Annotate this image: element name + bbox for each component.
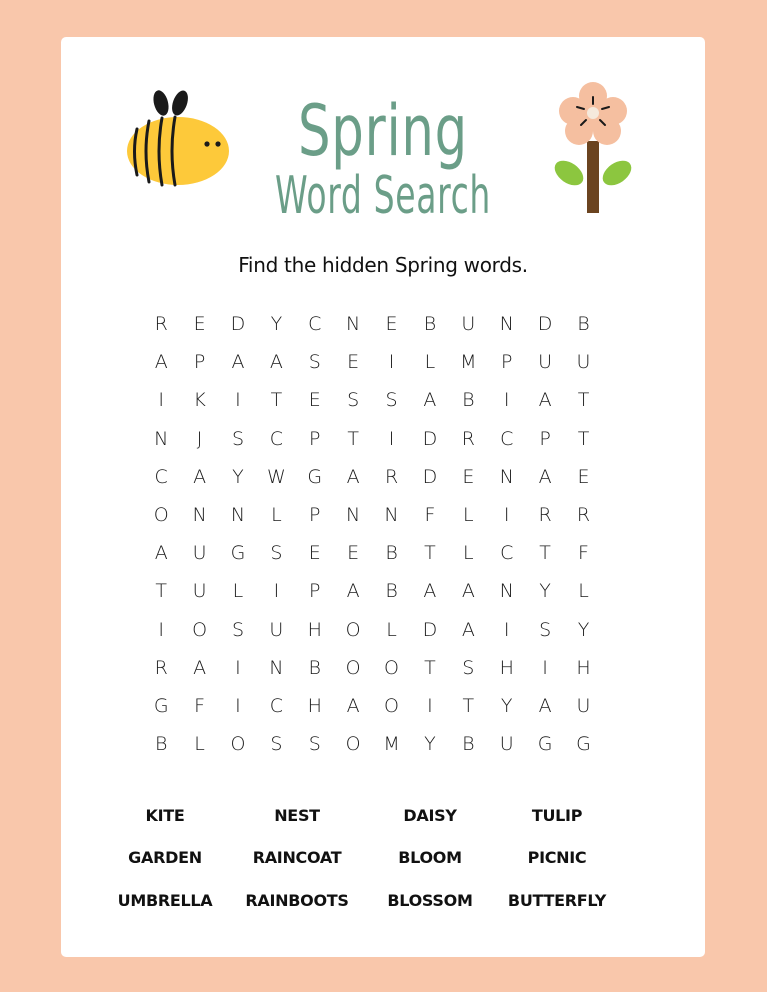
grid-letter: I	[158, 389, 164, 412]
worksheet-card	[61, 37, 705, 957]
grid-letter: I	[158, 618, 164, 641]
grid-letter: N	[154, 427, 169, 450]
grid-letter: L	[463, 542, 474, 565]
grid-letter: T	[155, 580, 167, 603]
grid-letter: I	[235, 656, 241, 679]
grid-letter: N	[230, 504, 246, 527]
grid-letter: H	[307, 694, 322, 717]
grid-row	[142, 458, 622, 496]
grid-letter: G	[307, 465, 323, 488]
grid-letter: N	[346, 504, 361, 527]
grid-letter: N	[192, 504, 207, 527]
grid-letter: C	[154, 465, 168, 488]
grid-letter: N	[346, 313, 361, 336]
grid-letter: E	[193, 313, 206, 336]
grid-row	[142, 611, 622, 649]
grid-letter: I	[503, 618, 510, 641]
grid-letter: E	[385, 313, 398, 336]
grid-letter: J	[196, 427, 203, 450]
grid-letter: R	[154, 656, 168, 679]
grid-row	[142, 496, 622, 534]
grid-letter: S	[385, 389, 398, 412]
title-text-1: Spring	[298, 90, 468, 172]
grid-letter: A	[231, 351, 245, 374]
grid-letter: L	[194, 733, 205, 756]
grid-letter: H	[307, 618, 322, 641]
grid-letter: C	[500, 427, 514, 450]
grid-letter: S	[462, 656, 475, 679]
grid-letter: S	[270, 542, 283, 565]
grid-letter: N	[269, 656, 284, 679]
grid-letter: P	[193, 351, 206, 374]
grid-letter: R	[461, 427, 475, 450]
grid-letter: U	[499, 733, 514, 756]
grid-letter: R	[154, 313, 168, 336]
grid-letter: S	[347, 389, 360, 412]
grid-letter: N	[499, 580, 514, 603]
word-list-item: PICNIC	[527, 848, 587, 868]
grid-letter: S	[308, 733, 321, 756]
grid-letter: T	[539, 542, 551, 565]
grid-letter: B	[423, 313, 437, 336]
word-list-item: DAISY	[403, 805, 457, 825]
grid-letter: L	[578, 580, 589, 603]
grid-letter: S	[270, 733, 283, 756]
grid-letter: I	[235, 389, 241, 412]
grid-letter: O	[384, 656, 400, 679]
grid-letter: A	[346, 580, 360, 603]
grid-letter: H	[499, 656, 514, 679]
grid-letter: U	[192, 580, 207, 603]
grid-letter: P	[309, 427, 321, 450]
grid-letter: T	[577, 427, 590, 450]
grid-letter: L	[424, 351, 436, 374]
grid-letter: U	[461, 313, 476, 336]
grid-letter: G	[153, 694, 169, 717]
grid-letter: B	[385, 542, 398, 565]
grid-letter: P	[309, 580, 321, 603]
grid-letter: Y	[577, 618, 590, 641]
word-list-item: NEST	[274, 805, 320, 825]
grid-letter: O	[345, 618, 361, 641]
grid-letter: E	[347, 542, 360, 565]
grid-letter: D	[230, 313, 246, 336]
grid-letter: M	[383, 733, 400, 756]
grid-letter: A	[423, 580, 437, 603]
grid-letter: O	[345, 656, 361, 679]
grid-letter: A	[193, 465, 207, 488]
grid-letter: G	[537, 733, 553, 756]
grid-letter: T	[424, 542, 436, 565]
grid-letter: R	[576, 504, 591, 527]
grid-letter: B	[385, 580, 398, 603]
grid-letter: I	[388, 427, 395, 450]
grid-letter: A	[193, 656, 207, 679]
grid-letter: A	[461, 618, 475, 641]
grid-letter: Y	[539, 580, 551, 603]
grid-letter: O	[192, 618, 208, 641]
word-list	[105, 794, 645, 922]
grid-letter: A	[461, 580, 475, 603]
grid-row	[142, 343, 622, 381]
grid-letter: L	[386, 618, 397, 641]
grid-letter: O	[345, 733, 361, 756]
grid-letter: A	[538, 465, 552, 488]
flower-icon	[551, 79, 641, 223]
title-text-2: Word Search	[275, 166, 491, 226]
grid-letter: B	[308, 656, 321, 679]
grid-letter: N	[499, 313, 514, 336]
grid-letter: F	[194, 694, 206, 717]
grid-letter: A	[154, 351, 168, 374]
grid-letter: E	[577, 465, 590, 488]
word-list-item: RAINCOAT	[252, 848, 342, 868]
grid-letter: A	[346, 694, 360, 717]
grid-letter: I	[388, 351, 395, 374]
grid-row	[142, 305, 622, 343]
grid-letter: H	[576, 656, 591, 679]
grid-letter: Y	[500, 694, 513, 717]
grid-letter: Y	[232, 465, 244, 488]
grid-letter: O	[384, 694, 400, 717]
grid-letter: L	[271, 504, 282, 527]
grid-letter: U	[576, 351, 591, 374]
grid-letter: A	[538, 694, 552, 717]
grid-row	[142, 534, 622, 572]
word-list-item: RAINBOOTS	[245, 890, 349, 910]
grid-row	[142, 687, 622, 725]
grid-letter: T	[462, 694, 475, 717]
word-list-item: BUTTERFLY	[507, 890, 607, 910]
grid-letter: B	[462, 733, 475, 756]
grid-letter: I	[503, 504, 510, 527]
grid-letter: P	[309, 504, 321, 527]
grid-letter: G	[230, 542, 246, 565]
grid-letter: C	[269, 694, 283, 717]
grid-letter: U	[538, 351, 553, 374]
grid-letter: F	[578, 542, 589, 565]
grid-letter: O	[153, 504, 169, 527]
grid-letter: S	[231, 427, 244, 450]
grid-letter: D	[422, 465, 438, 488]
grid-letter: E	[347, 351, 360, 374]
grid-letter: E	[308, 389, 321, 412]
grid-letter: S	[231, 618, 244, 641]
grid-letter: P	[500, 351, 513, 374]
grid-letter: U	[192, 542, 207, 565]
grid-letter: C	[308, 313, 322, 336]
word-list-item: KITE	[145, 805, 185, 825]
grid-letter: P	[539, 427, 551, 450]
grid-letter: Y	[270, 313, 283, 336]
grid-letter: Y	[424, 733, 436, 756]
grid-row	[142, 725, 622, 763]
grid-letter: B	[462, 389, 475, 412]
grid-letter: B	[154, 733, 168, 756]
grid-letter: A	[423, 389, 437, 412]
grid-letter: A	[269, 351, 283, 374]
grid-letter: T	[577, 389, 590, 412]
word-list-row	[105, 879, 645, 922]
grid-letter: I	[427, 694, 433, 717]
grid-letter: A	[538, 389, 552, 412]
grid-letter: N	[499, 465, 514, 488]
grid-letter: W	[266, 465, 286, 488]
grid-letter: E	[462, 465, 475, 488]
grid-letter: M	[460, 351, 477, 374]
grid-letter: C	[269, 427, 283, 450]
grid-row	[142, 420, 622, 458]
grid-letter: G	[576, 733, 591, 756]
grid-letter: T	[270, 389, 283, 412]
grid-letter: I	[542, 656, 548, 679]
grid-letter: T	[347, 427, 359, 450]
grid-letter: U	[269, 618, 284, 641]
grid-letter: C	[500, 542, 514, 565]
grid-row	[142, 649, 622, 687]
grid-letter: I	[503, 389, 510, 412]
grid-letter: S	[539, 618, 552, 641]
grid-letter: L	[232, 580, 244, 603]
word-list-row	[105, 837, 645, 880]
grid-letter: B	[577, 313, 590, 336]
word-list-item: UMBRELLA	[117, 890, 213, 910]
letter-grid	[142, 305, 622, 763]
word-list-item: BLOSSOM	[387, 890, 473, 910]
grid-letter: E	[308, 542, 321, 565]
grid-letter: K	[193, 389, 206, 412]
grid-letter: D	[537, 313, 553, 336]
grid-letter: T	[424, 656, 436, 679]
grid-row	[142, 381, 622, 419]
grid-letter: S	[308, 351, 321, 374]
word-list-row	[105, 794, 645, 837]
grid-row	[142, 572, 622, 610]
grid-letter: I	[273, 580, 280, 603]
word-list-item: GARDEN	[128, 848, 202, 868]
word-list-item: BLOOM	[398, 848, 462, 868]
instructions-text: Find the hidden Spring words.	[238, 253, 528, 277]
grid-letter: D	[422, 427, 438, 450]
grid-letter: R	[384, 465, 399, 488]
word-list-item: TULIP	[531, 805, 583, 825]
grid-letter: N	[384, 504, 399, 527]
grid-letter: A	[346, 465, 360, 488]
grid-letter: I	[235, 694, 241, 717]
grid-letter: F	[424, 504, 436, 527]
grid-letter: A	[154, 542, 168, 565]
grid-letter: O	[230, 733, 246, 756]
grid-letter: R	[538, 504, 552, 527]
grid-letter: D	[422, 618, 438, 641]
grid-letter: U	[576, 694, 591, 717]
grid-letter: L	[463, 504, 474, 527]
